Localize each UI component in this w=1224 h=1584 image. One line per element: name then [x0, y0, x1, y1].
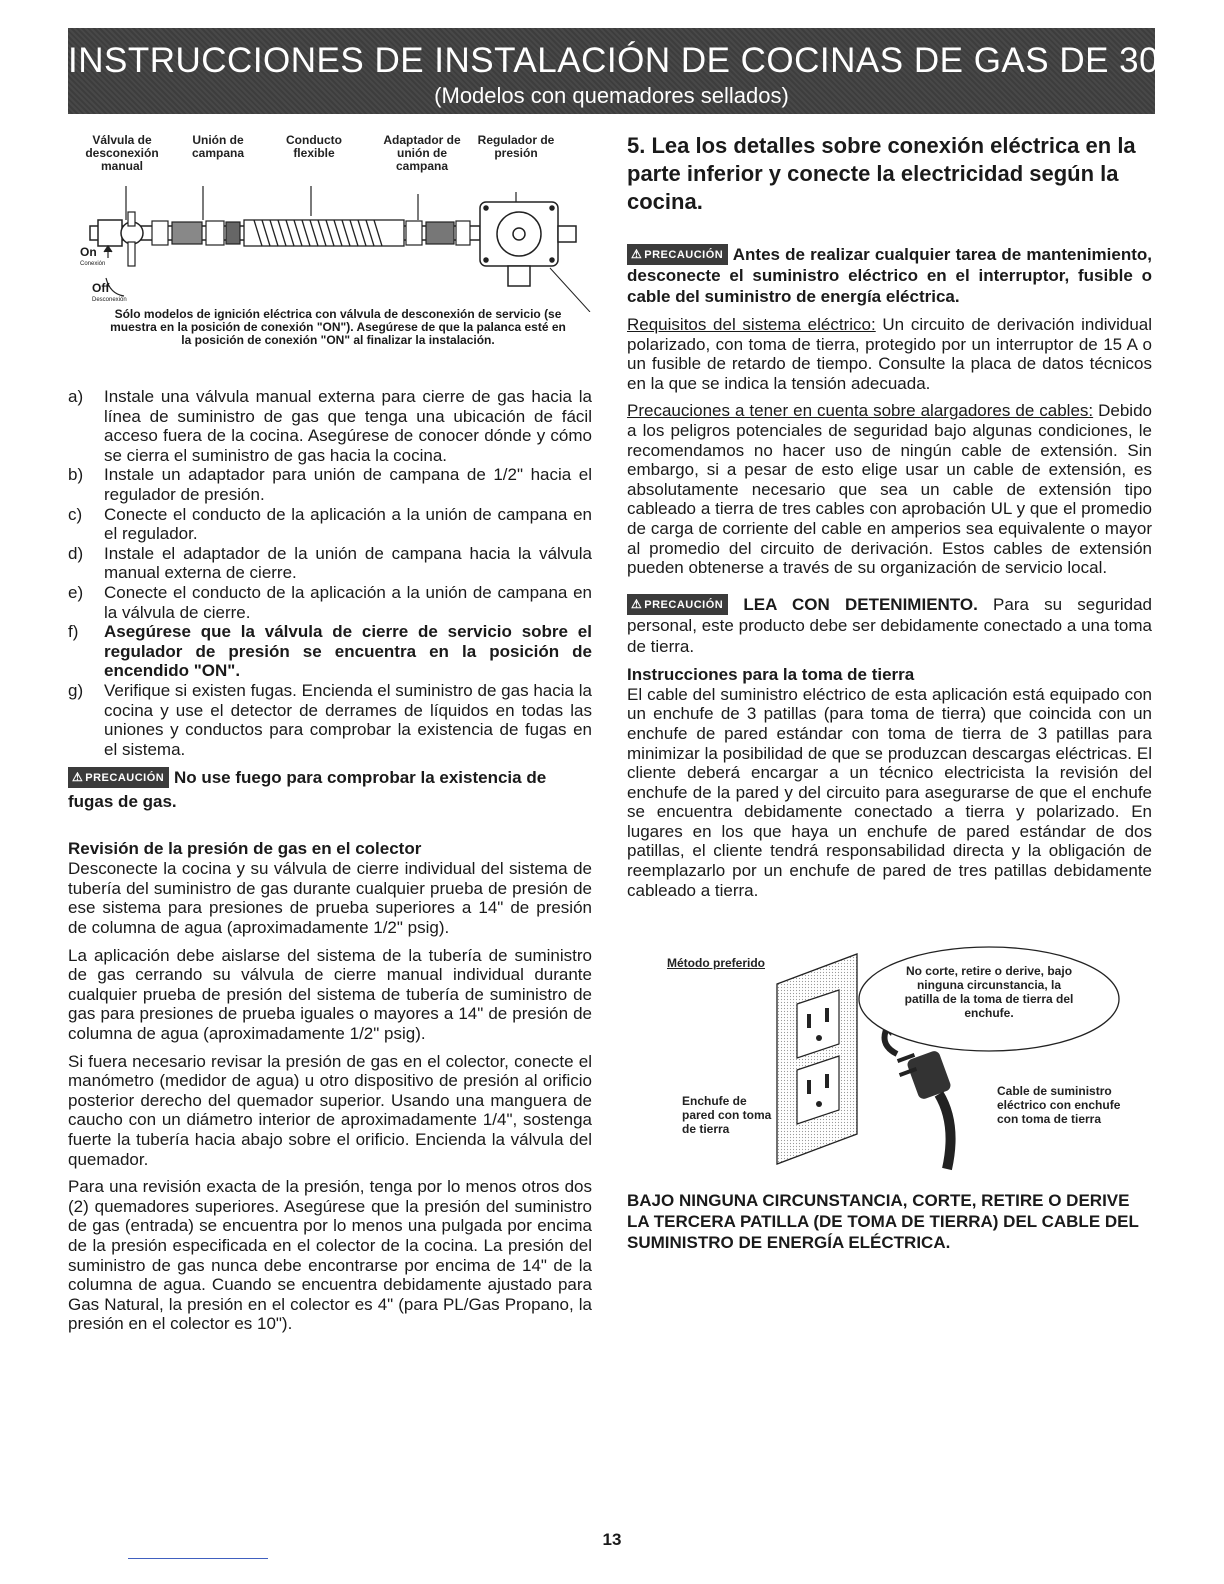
list-item: a) Instale una válvula manual externa para cierre de gas hacia la línea de suministro de gas que tenga una ubicación de fácil acceso fuera de la cocina. Asegúrese de conocer dónde y cómo se cierra el suministro de gas hacia la cocina.	[68, 387, 592, 465]
gas-connection-diagram	[68, 132, 592, 387]
electrical-requirements: Requisitos del sistema eléctrico: Un circuito de derivación individual polarizado, con toma de tierra, protegido por un interruptor de 15 A o un fusible de retardo de tiempo. Consulte la placa de datos técnicos en la que se indica la tensión adecuada.	[627, 315, 1152, 393]
label-flex-conduit: Conducto flexible	[286, 133, 342, 160]
list-item: c) Conecte el conducto de la aplicación a la unión de campana en el regulador.	[68, 504, 592, 544]
list-item: f) Asegúrese que la válvula de cierre de servicio sobre el regulador de presión se encuentra en la posición de encendido "ON".	[68, 622, 592, 681]
caution-fire: ⚠ PRECAUCIÓN No use fuego para comprobar la existencia de fugas de gas.	[68, 768, 547, 812]
left-column	[68, 132, 592, 1334]
extension-cord-precautions: Precauciones a tener en cuenta sobre alargadores de cables: Debido a los peligros potenciales de seguridad bajo algunas condiciones, le recomendamos no hacer uso de ningún cable de extensión. Sin embargo, si a pesar de esto elige usar un cable de extensión, es absolutamente necesario que sea un cable de extensión tipo cableado a tierra de tres cables con aprobación UL y que el promedio de carga de corriente del cable en amperios sea equivalente o mayor al promedio del circuito de derivación. Estos cables de extensión pueden obtenerse a través de su organización de servicio local.	[627, 401, 1152, 578]
power-cable-label: Cable de suministro eléctrico con enchufe con toma de tierra	[997, 1084, 1121, 1127]
caution-badge: ⚠ PRECAUCIÓN	[627, 594, 728, 615]
label-flare-union: Unión de campana	[191, 133, 245, 160]
paragraph: Si fuera necesario revisar la presión de gas en el colector, conecte el manómetro (medidor de agua) u otro dispositivo de presión al orificio posterior derecho del quemador superior. Usando una manguera de caucho con un diámetro interior de aproximadamente 1/4", sostenga fuerte la tubería hacia abajo sobre el orificio. Encienda la válvula del quemador.	[68, 1051, 592, 1169]
paragraph: Para una revisión exacta de la presión, tenga por lo menos otros dos (2) quemadores superiores. Asegúrese que la presión del suministro de gas (entrada) se encuentra por lo menos una pulgada por encima de la presión especificada en el colector de la cocina. La presión del suministro de gas nunca debe encontrarse por encima de 14" de la columna de agua. Cuando se encuentra debidamente ajustado para Gas Natural, la presión en el colector es 4" (para PL/Gas Propano, la presión en el colector es 10").	[68, 1177, 592, 1334]
right-column	[627, 132, 1152, 1253]
installation-steps	[68, 387, 592, 759]
footer-divider	[128, 1558, 268, 1559]
wall-outlet-icon	[777, 954, 857, 1164]
list-item: e) Conecte el conducto de la aplicación a la unión de campana en la válvula de cierre.	[68, 582, 592, 622]
outlet-figure	[627, 944, 1152, 1174]
do-not-cut-note: No corte, retire o derive, bajo ninguna circunstancia, la patilla de la toma de tierra del enchufe.	[904, 964, 1074, 1021]
caution-badge: ⚠ PRECAUCIÓN	[627, 244, 728, 265]
pointer-lines	[126, 186, 516, 220]
pressure-regulator-shape	[480, 202, 576, 286]
grounding-heading: Instrucciones para la toma de tierra	[627, 664, 915, 684]
caution-grounding: ⚠ PRECAUCIÓN LEA CON DETENIMIENTO. Para su seguridad personal, este producto debe ser debidamente conectado a una toma de tierra.	[627, 594, 1152, 656]
preferred-method-label: Método preferido	[667, 956, 765, 971]
pressure-check-heading: Revisión de la presión de gas en el colector	[68, 839, 422, 859]
list-item: b) Instale un adaptador para unión de campana de 1/2" hacia el regulador de presión.	[68, 465, 592, 504]
label-pressure-regulator: Regulador de presión	[477, 133, 555, 160]
paragraph: La aplicación debe aislarse del sistema de la tubería de suministro de gas cerrando su válvula de cierre manual individual durante cualquier prueba de presión del sistema de tubería de suministro de gas para presiones de prueba iguales o mayores a 14" de presión de columna de agua (aproximadamente 1/2" psig).	[68, 945, 592, 1044]
warning-triangle-icon: ⚠	[631, 247, 643, 261]
lever-on-label: On Conexión	[80, 245, 106, 267]
page-banner	[68, 28, 1173, 114]
caution-maintenance: ⚠ PRECAUCIÓN Antes de realizar cualquier tarea de mantenimiento, desconecte el suministro eléctrico en el interruptor, fusible o cable del suministro de energía eléctrica.	[627, 245, 1152, 306]
diagram-caption: Sólo modelos de ignición eléctrica con válvula de desconexión de servicio (se muestra en la posición de conexión "ON"). Asegúrese de que la palanca esté en la posición de conexión "ON" al finalizar la instalación.	[110, 307, 566, 347]
list-item: g) Verifique si existen fugas. Encienda el suministro de gas hacia la cocina y use el detector de derrames de líquidos en todas las uniones y conductos para comprobar la existencia de fugas en el sistema.	[68, 680, 592, 759]
gas-line-illustration	[68, 172, 592, 312]
flex-conduit-shape	[244, 220, 404, 246]
section-5-title: 5. Lea los detalles sobre conexión eléctrica en la parte inferior y conecte la electricidad según la cocina.	[627, 133, 1136, 214]
page-number: 13	[602, 1530, 622, 1549]
page-subtitle: (Modelos con quemadores sellados)	[434, 83, 789, 108]
paragraph: Desconecte la cocina y su válvula de cierre individual del sistema de tubería del suministro de gas durante cualquier prueba de presión de ese sistema para presiones de prueba superiores a 14" de presión de columna de agua (aproximadamente 1/2" psig).	[68, 859, 592, 938]
adapter-nuts	[406, 221, 470, 245]
label-shutoff-valve: Válvula de desconexión manual	[85, 133, 159, 173]
grounding-text: El cable del suministro eléctrico de esta aplicación está equipado con un enchufe de 3 patillas (para toma de tierra) que coincida con un enchufe de pared estándar con toma de tierra de 3 patillas para minimizar la posibilidad de que se produzcan descargas eléctricas. El cliente deberá encargar a un técnico electricista la revisión del enchufe de la pared y del circuito para asegurarse de que el enchufe se encuentra debidamente conectado a tierra y polarizado. En lugares en los que haya un enchufe de pared estándar de dos patillas, el cliente tendrá responsabilidad directa y la obligación de reemplazarlo por un enchufe de pared de tres patillas debidamente cableado a tierra.	[627, 684, 1152, 900]
warning-triangle-icon: ⚠	[72, 770, 84, 785]
list-item: d) Instale el adaptador de la unión de campana hacia la válvula manual externa de cierre.	[68, 543, 592, 583]
page-title: INSTRUCCIONES DE INSTALACIÓN DE COCINAS DE GAS DE 30"	[68, 41, 1173, 80]
lever-off-label: Off Desconexión	[92, 281, 127, 303]
label-union-adapter: Adaptador de unión de campana	[383, 133, 461, 173]
union-nuts	[152, 221, 240, 245]
wall-outlet-label: Enchufe de pared con toma de tierra	[682, 1094, 772, 1137]
final-warning: BAJO NINGUNA CIRCUNSTANCIA, CORTE, RETIRE O DERIVE LA TERCERA PATILLA (DE TOMA DE TIERRA) DEL CABLE DEL SUMINISTRO DE ENERGÍA ELÉCTRICA.	[627, 1191, 1139, 1253]
caution-badge: ⚠ PRECAUCIÓN	[68, 767, 169, 788]
warning-triangle-icon: ⚠	[631, 596, 643, 611]
